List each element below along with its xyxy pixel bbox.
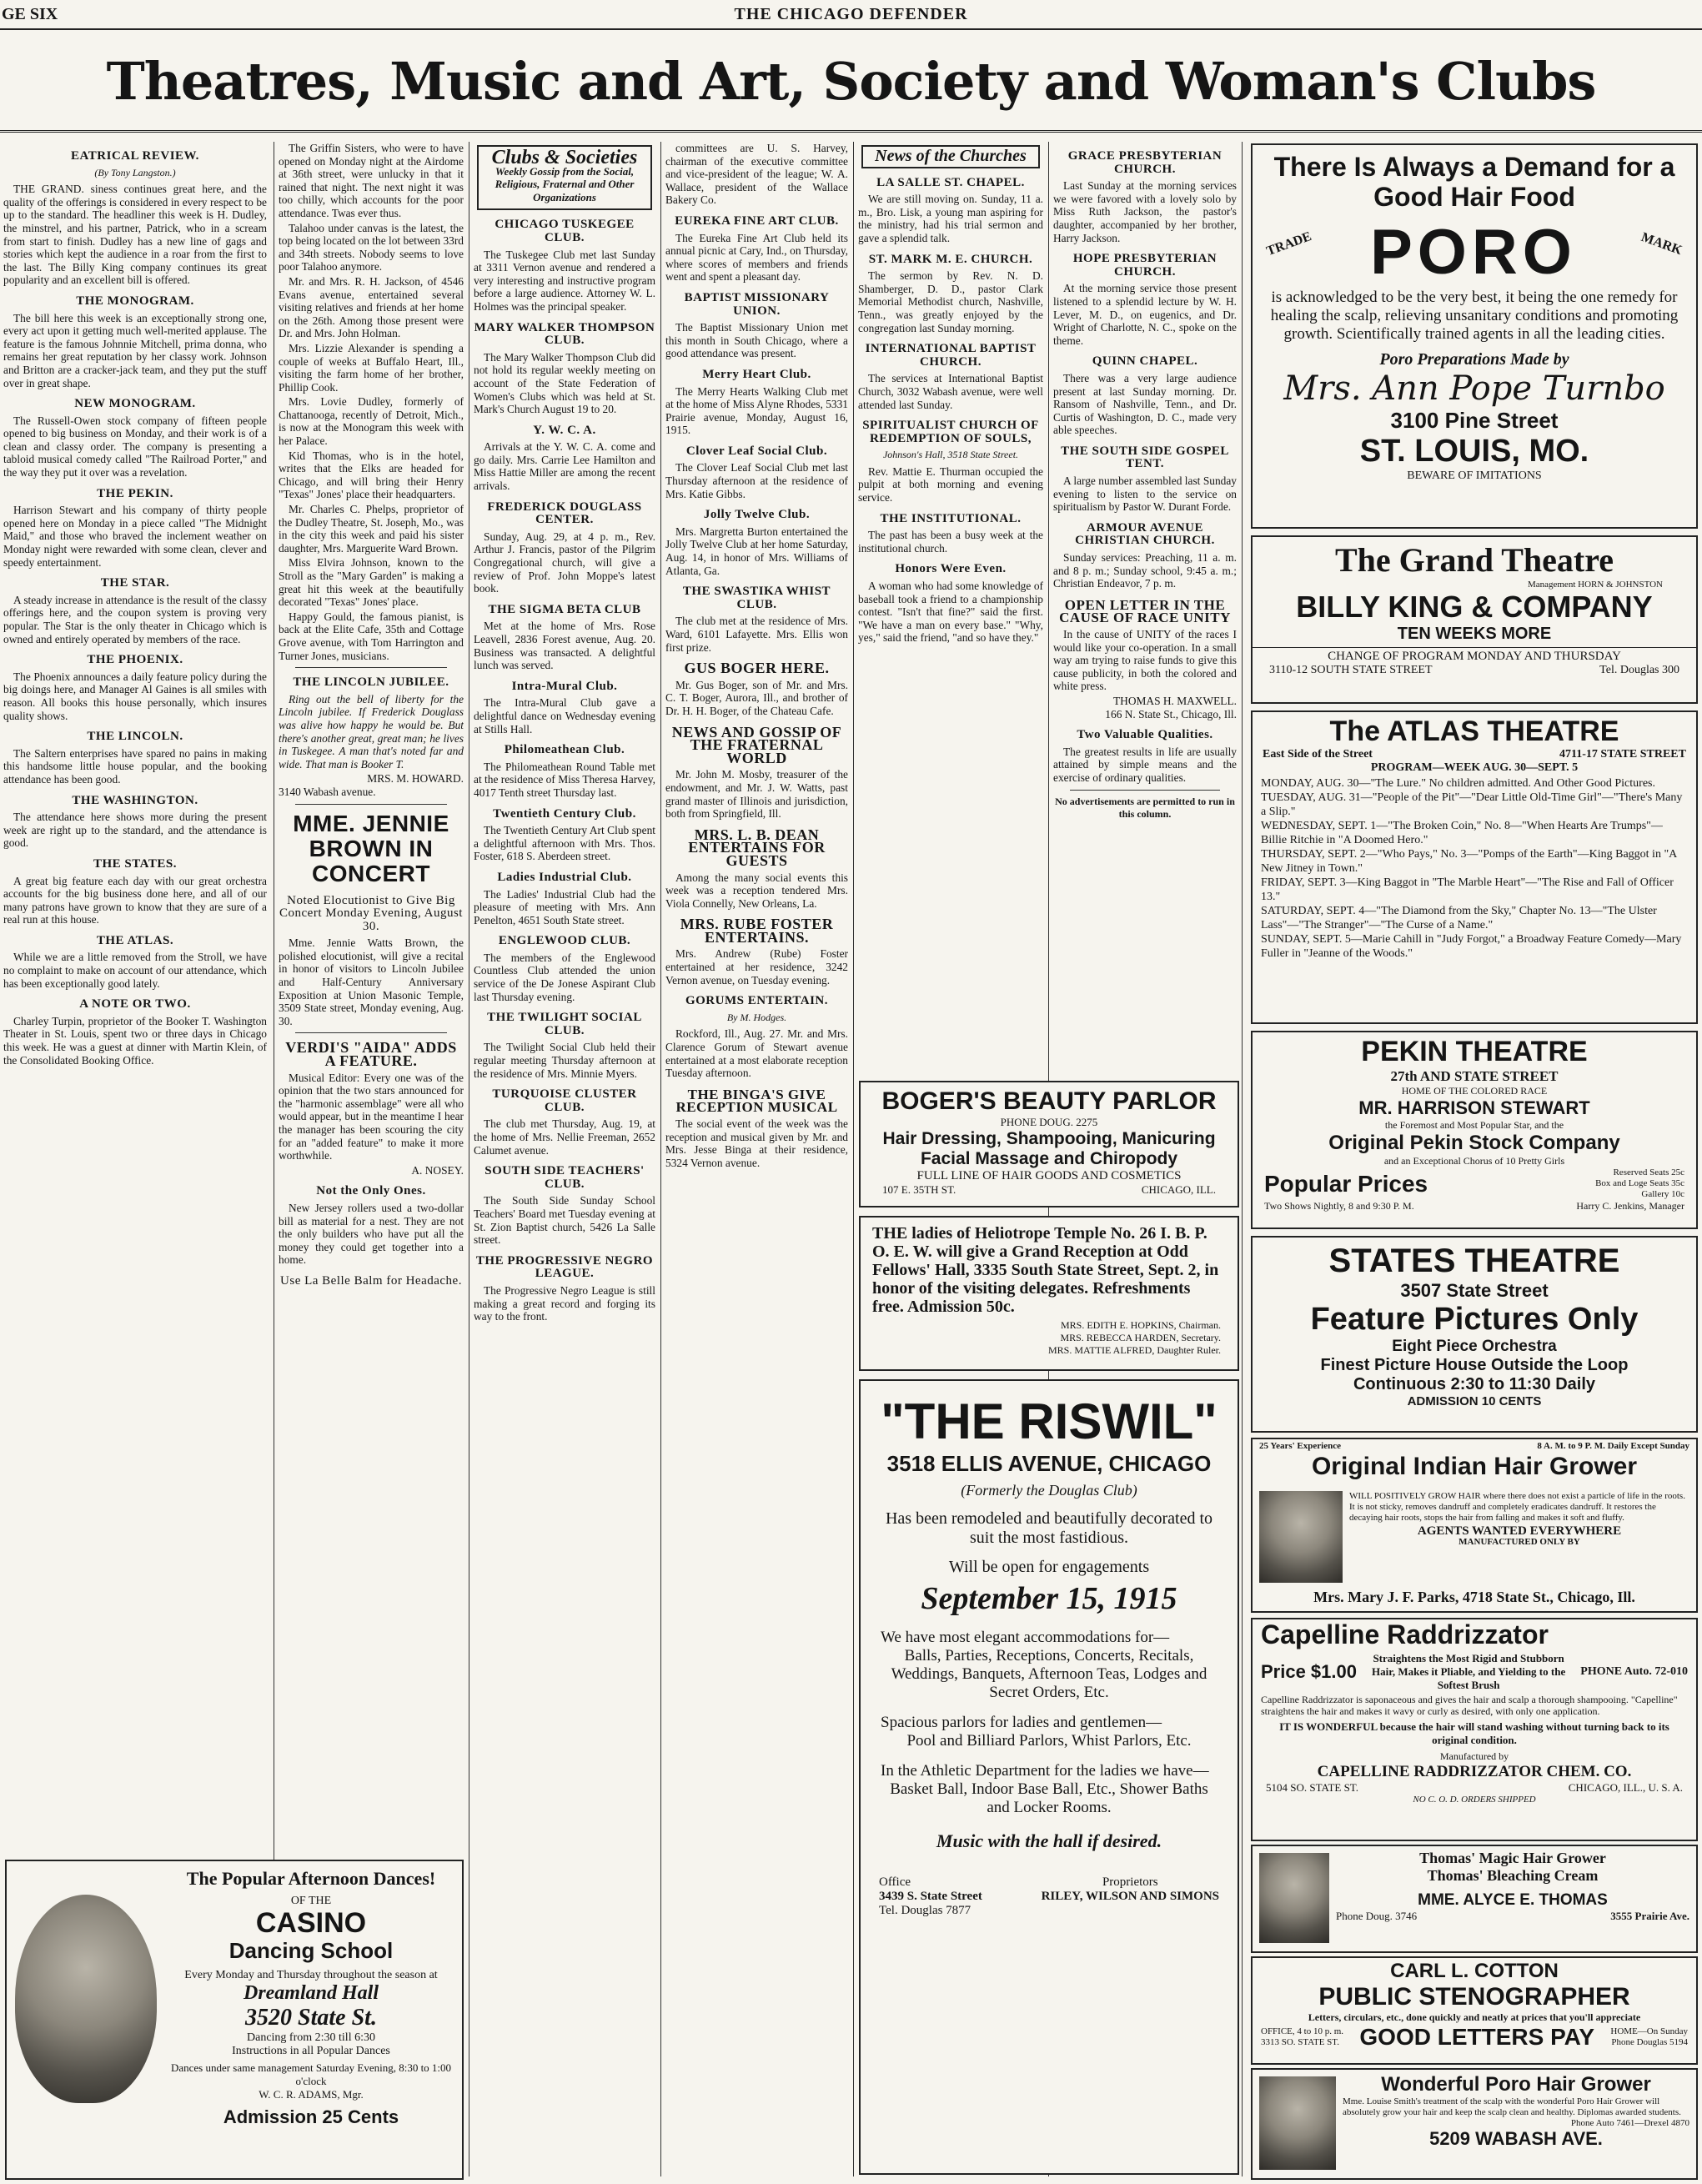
thomas-name: MME. ALYCE E. THOMAS	[1418, 1891, 1608, 1909]
article-paragraph: Mr. Charles C. Phelps, proprietor of the Dudley Theatre, St. Joseph, Mo., was in the city this week and paid his sister daughter, Mrs. Marguerite Ward Brown.	[279, 503, 464, 555]
article-headline: THE BINGA'S GIVE RECEPTION MUSICAL	[675, 1086, 838, 1116]
boger-beauty-parlor-ad	[859, 1081, 1239, 1207]
column-clubs-societies	[474, 142, 655, 2176]
riswil-athletic: In the Athletic Department for the ladies we have—	[881, 1762, 1209, 1780]
riswil-lockers: and Locker Rooms.	[987, 1799, 1112, 1816]
thomas-magic-ad	[1251, 1845, 1698, 1953]
subhead: Ladies Industrial Club.	[497, 870, 632, 884]
casino-hall: Dreamland Hall	[243, 1982, 379, 2004]
states-admission: ADMISSION 10 CENTS	[1407, 1394, 1542, 1408]
reception-secretary: MRS. REBECCA HARDEN, Secretary.	[1060, 1332, 1221, 1343]
article-paragraph: A large number assembled last Sunday evening to listen to the service on spiritualism by Pastor W. Durant Forde.	[1053, 474, 1237, 514]
byline: By M. Hodges.	[726, 1011, 787, 1023]
section-banner: Theatres, Music and Art, Society and Woman's Clubs	[0, 33, 1702, 133]
states-address: 3507 State Street	[1400, 1280, 1549, 1301]
atlas-friday: FRIDAY, SEPT. 3—King Baggot in "The Marble Heart"—"The Rise and Fall of Officer 13."	[1261, 876, 1674, 903]
article-paragraph: The club met at the residence of Mrs. Ward, 6101 Lafayette. Mrs. Ellis won first prize.	[665, 615, 848, 654]
article-paragraph: Happy Gould, the famous pianist, is back at the Elite Cafe, 35th and Cottage Grove avenue, with Tom Harrington and Turner Jones, musicians.	[279, 610, 464, 662]
article-paragraph: While we are a little removed from the Stroll, we have no complaint to make on account of our attendance, which has been exceptionally good lately.	[3, 951, 267, 990]
subhead: MARY WALKER THOMPSON CLUB.	[474, 320, 655, 348]
column-churches-2	[1053, 142, 1237, 1076]
article-paragraph: Met at the home of Mrs. Rose Leavell, 2836 Forest avenue, Aug. 20. Business was transacted. A delightful lunch was served.	[474, 620, 655, 672]
capelline-no-cod: NO C. O. D. ORDERS SHIPPED	[1413, 1795, 1536, 1805]
folio-bar	[0, 0, 1702, 30]
article-paragraph: Sunday, Aug. 29, at 4 p. m., Rev. Arthur J. Francis, pastor of the Pilgrim Congregational church, will give a review of Prof. John Moppe's latest book.	[474, 530, 655, 595]
article-paragraph: Rev. Mattie E. Thurman occupied the pulpit at both morning and evening service.	[858, 464, 1043, 505]
subhead: THE MONOGRAM.	[76, 294, 194, 308]
article-signature: A. NOSEY.	[411, 1163, 464, 1177]
article-paragraph: The Russell-Owen stock company of fifteen people opened to big business on Monday, and their work is of a clean and classy order. The company is presenting a tabloid musical comedy called "The Railroad Porter," and the way they put it over was a revelation.	[3, 414, 267, 479]
article-paragraph: There was a very large audience present at last Sunday morning. Dr. Ransom of Nashville, Tenn., and Dr. Curtis of Washington, D. C., made very able speeches.	[1053, 371, 1237, 437]
states-orchestra: Eight Piece Orchestra	[1392, 1338, 1557, 1355]
cotton-address: 3313 SO. STATE ST.	[1261, 2037, 1339, 2047]
article-deck: Noted Elocutionist to Give Big Concert Monday Evening, August 30.	[279, 893, 463, 933]
poro-hair-food-ad	[1251, 143, 1698, 529]
thomas-bleaching: Thomas' Bleaching Cream	[1427, 1867, 1599, 1884]
subhead: THE SOUTH SIDE GOSPEL TENT.	[1061, 444, 1229, 471]
riswil-accommodations: We have most elegant accommodations for—	[881, 1629, 1170, 1646]
article-headline: NEWS AND GOSSIP OF THE FRATERNAL WORLD	[671, 723, 842, 766]
article-paragraph: The Twentieth Century Art Club spent a delightful afternoon with Mrs. Thos. Foster, 618 S. Aberdeen street.	[474, 824, 655, 863]
subhead: THE SIGMA BETA CLUB	[488, 602, 641, 616]
subhead: ST. MARK M. E. CHURCH.	[868, 252, 1033, 266]
thomas-phone: Phone Doug. 3746	[1336, 1910, 1418, 1922]
article-paragraph: Mrs. Andrew (Rube) Foster entertained at her residence, 3242 Vernon avenue, on Tuesday evening.	[665, 947, 848, 987]
subhead: FREDERICK DOUGLASS CENTER.	[487, 500, 642, 527]
trademark-right: MARK	[1639, 229, 1684, 259]
subhead: Philomeathean Club.	[504, 743, 625, 757]
riswil-office-label: Office	[879, 1875, 911, 1889]
casino-admission: Admission 25 Cents	[223, 2106, 399, 2127]
indian-hair-grower-ad	[1251, 1438, 1698, 1613]
casino-school: Dancing School	[228, 1938, 394, 1963]
church-location: Johnson's Hall, 3518 State Street.	[882, 449, 1019, 461]
article-paragraph: At the morning service those present listened to a splendid lecture by W. H. Lever, M. D., on eugenics, and Dr. Wright of Charlotte, N. C., spoke on the theme.	[1053, 282, 1237, 347]
subhead: QUINN CHAPEL.	[1092, 354, 1198, 369]
pekin-reserved: Reserved Seats 25c	[1613, 1167, 1684, 1177]
wonderful-description: Mme. Louise Smith's treatment of the scalp with the wonderful Poro Hair Grower will absolutely grow your hair and keep the scalp clean and healthy. Diplomas awarded students.	[1343, 2096, 1681, 2117]
thomas-title: Thomas' Magic Hair Grower	[1419, 1850, 1606, 1866]
divider	[1070, 790, 1220, 791]
article-paragraph: The Clover Leaf Social Club met last Thursday afternoon at the residence of Mrs. Katie Gibbs.	[665, 461, 848, 500]
riswil-proprietors-label: Proprietors	[1102, 1875, 1158, 1889]
subhead: Jolly Twelve Club.	[703, 508, 811, 522]
casino-address: 3520 State St.	[245, 2005, 377, 2031]
filler-line: Use La Belle Balm for Headache.	[280, 1273, 462, 1288]
subhead: Twentieth Century Club.	[493, 806, 636, 821]
atlas-sunday: SUNDAY, SEPT. 5—Marie Cahill in "Judy Forgot," a Broadway Feature Comedy—Mary Fuller in "Jeanne of the Woods."	[1261, 933, 1682, 960]
newspaper-name: THE CHICAGO DEFENDER	[734, 5, 968, 23]
article-paragraph: A great big feature each day with our great orchestra accounts for the big business done here, and all of our many patrons have grown to know that they are sure of a real run at this house.	[3, 874, 267, 926]
trademark-left: TRADE	[1264, 228, 1314, 259]
poro-made-by: Poro Preparations Made by	[1379, 350, 1569, 369]
divider	[295, 804, 447, 805]
capelline-title: Capelline Raddrizzator	[1261, 1619, 1549, 1649]
pekin-shows: Two Shows Nightly, 8 and 9:30 P. M.	[1264, 1200, 1414, 1212]
indian-experience: 25 Years' Experience	[1259, 1441, 1341, 1451]
subhead: GRACE PRESBYTERIAN CHURCH.	[1067, 149, 1223, 176]
divider	[295, 667, 447, 668]
riswil-line-3: Secret Orders, Etc.	[989, 1684, 1109, 1701]
article-paragraph: The members of the Englewood Countless Club attended the union service of the De Jonese Aspirant Club last Thursday evening.	[474, 951, 655, 1003]
letter-signature: THOMAS H. MAXWELL.	[1112, 694, 1237, 707]
pekin-address: 27th AND STATE STREET	[1390, 1068, 1559, 1084]
riswil-ad	[859, 1379, 1239, 2175]
churches-header: News of the Churches	[861, 145, 1040, 168]
subhead: INTERNATIONAL BAPTIST CHURCH.	[865, 342, 1037, 369]
riswil-proprietors: RILEY, WILSON AND SIMONS	[1041, 1890, 1219, 1903]
capelline-description: Capelline Raddrizzator is saponaceous and gives the hair and scalp a thorough shampooing. "Capelline" straightens the hair and makes it wavy or curly as desired, with only one application.	[1261, 1694, 1678, 1717]
indian-mfg: MANUFACTURED ONLY BY	[1458, 1537, 1580, 1547]
subhead: THE ATLAS.	[96, 933, 174, 947]
grand-management: Management HORN & JOHNSTON	[1527, 580, 1663, 590]
clubs-subtitle: Weekly Gossip from the Social, Religious, Fraternal and Other Organizations	[495, 164, 635, 203]
riswil-music: Music with the hall if desired.	[936, 1830, 1162, 1851]
subhead: CHICAGO TUSKEGEE CLUB.	[495, 218, 635, 244]
article-paragraph: Mme. Jennie Watts Brown, the polished elocutionist, will give a recital in honor of visitors to Lincoln Jubilee and Half-Century Anniversary Exposition at Union Masonic Temple, 3509 State street, Monday evening, Aug. 30.	[279, 936, 464, 1027]
indian-agents: AGENTS WANTED EVERYWHERE	[1417, 1524, 1622, 1538]
article-paragraph: The Phoenix announces a daily feature policy during the big doings here, and Manager Al Gaines is all smiles with reason. All books this house personally, which insures quality shows.	[3, 670, 267, 722]
reception-ruler: MRS. MATTIE ALFRED, Daughter Ruler.	[1048, 1344, 1221, 1356]
article-paragraph: Mrs. Margretta Burton entertained the Jolly Twelve Club at her home Saturday, Aug. 14, in honor of Mrs. Williams of Atlanta, Ga.	[665, 525, 848, 577]
grand-theatre-ad	[1251, 535, 1698, 704]
subhead: ENGLEWOOD CLUB.	[498, 934, 631, 948]
cotton-subtitle: Letters, circulars, etc., done quickly and neatly at prices that you'll appreciate	[1308, 2011, 1641, 2023]
article-headline: OPEN LETTER IN THE CAUSE OF RACE UNITY	[1059, 596, 1231, 626]
article-paragraph: The services at International Baptist Church, 3032 Wabash avenue, were well attended last Sunday.	[858, 372, 1043, 411]
atlas-tuesday: TUESDAY, AUG. 31—"People of the Pit"—"Dear Little Old-Time Girl"—"There's Many a Slip."	[1261, 791, 1683, 818]
boger-services-1: Hair Dressing, Shampooing, Manicuring	[882, 1129, 1216, 1148]
article-paragraph: Arrivals at the Y. W. C. A. come and go daily. Mrs. Carrie Lee Hamilton and Miss Hattie Miller are among the recent arrivals.	[474, 440, 655, 493]
riswil-ball: Basket Ball, Indoor Base Ball, Etc., Shower Baths	[890, 1780, 1208, 1798]
subhead: SOUTH SIDE TEACHERS' CLUB.	[484, 1164, 645, 1191]
riswil-telephone: Tel. Douglas 7877	[879, 1904, 971, 1917]
states-title: STATES THEATRE	[1328, 1243, 1620, 1279]
grand-telephone: Tel. Douglas 300	[1599, 664, 1679, 676]
atlas-title: The ATLAS THEATRE	[1329, 715, 1619, 747]
dancer-portrait	[15, 1895, 157, 2103]
cotton-title: PUBLIC STENOGRAPHER	[1318, 1983, 1630, 2011]
article-paragraph: The South Side Sunday School Teachers' Board met Tuesday evening at St. Zion Baptist church, 5426 La Salle street.	[474, 1194, 655, 1247]
article-paragraph: The Griffin Sisters, who were to have opened on Monday night at the Airdome at 36th street, were unlucky in that it rained that night. The next night it was too chilly, which accounts for the poor attendance. Twas ever thus.	[279, 142, 464, 219]
article-headline: GUS BOGER HERE.	[684, 660, 830, 677]
article-paragraph: The Progressive Negro League is still making a great record and forging its way to the front.	[474, 1283, 655, 1323]
boger-phone: PHONE DOUG. 2275	[1000, 1116, 1098, 1128]
poro-headline: There Is Always a Demand for a Good Hair Food	[1273, 152, 1675, 212]
article-paragraph: The social event of the week was the reception and musical given by Mr. and Mrs. Jesse Binga at their residence, 5324 Vernon avenue.	[665, 1117, 848, 1169]
atlas-program-heading: PROGRAM—WEEK AUG. 30—SEPT. 5	[1370, 761, 1579, 774]
atlas-saturday: SATURDAY, SEPT. 4—"The Diamond from the Sky," Chapter No. 13—"The Ulster Lass"—"The Stranger"—"The Curse of a Name."	[1261, 905, 1657, 931]
article-paragraph: Last Sunday at the morning services we were favored with a lovely solo by Miss Ruth Jackson, the pastor's daughter, accompanied by her brother, Harry Jackson.	[1053, 179, 1237, 244]
article-paragraph: The Baptist Missionary Union met this month in South Chicago, where a good attendance was present.	[665, 321, 848, 360]
column-theatrical-review	[3, 142, 267, 1843]
atlas-location: East Side of the Street	[1263, 748, 1373, 761]
article-paragraph: Rockford, Ill., Aug. 27. Mr. and Mrs. Clarence Gorum of Stewart avenue entertained at a most elaborate reception Tuesday afternoon.	[665, 1027, 848, 1080]
subhead: LA SALLE ST. CHAPEL.	[876, 175, 1025, 189]
article-paragraph: We are still moving on. Sunday, 11 a. m., Bro. Lisk, a young man aspiring for the ministry, had his trial sermon and gave a splendid talk.	[858, 193, 1043, 244]
pekin-foremost: the Foremost and Most Popular Star, and the	[1384, 1119, 1564, 1131]
casino-headline: The Popular Afternoon Dances!	[186, 1868, 436, 1889]
pekin-chorus: and an Exceptional Chorus of 10 Pretty Girls	[1383, 1155, 1565, 1167]
page-label: GE SIX	[2, 5, 58, 23]
capelline-ad	[1251, 1618, 1698, 1841]
states-finest: Finest Picture House Outside the Loop	[1320, 1356, 1629, 1374]
wonderful-poro-ad	[1251, 2068, 1698, 2180]
subhead: BAPTIST MISSIONARY UNION.	[684, 290, 830, 318]
casino-schedule: Every Monday and Thursday throughout the season at	[184, 1969, 438, 1981]
wonderful-title: Wonderful Poro Hair Grower	[1381, 2073, 1651, 2096]
subhead: THE LINCOLN JUBILEE.	[293, 675, 449, 690]
column-churches	[858, 142, 1043, 1076]
capelline-wonderful: IT IS WONDERFUL because the hair will stand washing without turning back to its original condition.	[1279, 1720, 1669, 1746]
heliotrope-temple-ad	[859, 1216, 1239, 1371]
capelline-claim: Straightens the Most Rigid and Stubborn Hair, Makes it Pliable, and Yielding to the Softest Brush	[1372, 1652, 1566, 1691]
article-paragraph: The sermon by Rev. N. D. Shamberger, D. D., pastor Clark Memorial Methodist church, Nashville, Tenn., was greatly enjoyed by the congregation last Sunday morning.	[858, 269, 1043, 334]
thomas-address: 3555 Prairie Ave.	[1610, 1910, 1689, 1922]
wonderful-address: 5209 WABASH AVE.	[1429, 2128, 1603, 2149]
poem: Ring out the bell of liberty for the Lincoln jubilee. If Frederick Douglass was alive how happy he would be. But there's another great, great man; he lives in Tuskegee. A man that's noted far and wide. That man is Booker T.	[279, 692, 464, 771]
pekin-title: PEKIN THEATRE	[1361, 1036, 1588, 1067]
capelline-phone: PHONE Auto. 72-010	[1580, 1665, 1688, 1678]
article-paragraph: Musical Editor: Every one was of the opinion that the two stars announced for the "harmonic assemblage" were all who would appear, but in the meantime I hear the manager has been scouring the city for an "added feature" to make it more worthwhile.	[279, 1071, 464, 1162]
article-paragraph: A steady increase in attendance is the result of the classy offerings here, and the coupon system is proving very popular. The Star is the only theater in Chicago which is owned and entirely operated by members of the race.	[3, 593, 267, 645]
article-paragraph: The past has been a busy week at the institutional church.	[858, 529, 1043, 555]
subhead: Intra-Mural Club.	[511, 679, 618, 693]
pekin-theatre-ad	[1251, 1031, 1698, 1229]
casino-dancing-ad	[5, 1860, 464, 2180]
article-paragraph: Miss Elvira Johnson, known to the Stroll as the "Mary Garden" is making a great hit this week at the beautifully decorated "Texas" Jones' place.	[279, 556, 464, 609]
grand-address: 3110-12 SOUTH STATE STREET	[1269, 664, 1433, 676]
article-paragraph: Mr. Gus Boger, son of Mr. and Mrs. C. T. Boger, Aurora, Ill., and brother of Dr. H. H. Boger, of the Chateau Cafe.	[665, 678, 848, 717]
subhead: THE PROGRESSIVE NEGRO LEAGUE.	[475, 1253, 654, 1281]
subhead: Not the Only Ones.	[316, 1184, 426, 1198]
cotton-slogan: GOOD LETTERS PAY	[1359, 2024, 1595, 2050]
subhead: THE STATES.	[93, 856, 177, 871]
poro-logo: PORO	[1370, 217, 1577, 288]
grand-title: The Grand Theatre	[1334, 541, 1614, 579]
states-theatre-ad	[1251, 1236, 1698, 1433]
indian-portrait	[1259, 1491, 1343, 1583]
article-paragraph: THE GRAND. siness continues great here, and the quality of the offerings is considered in every respect to be up to the standard. The headliner this week is H. Dudley, the minstrel, and his partner, Patrick, who in a scream from start to finish. Dudley has a new line of gags and stories which kept the audience in a roar from the first to the last. The Billy King company continues its great popularity and an excellent bill is offered.	[3, 183, 267, 287]
article-paragraph: The Merry Hearts Walking Club met at the home of Miss Alyne Rhodes, 5331 Prairie avenue, Monday, August 16, 1915.	[665, 384, 848, 437]
atlas-address: 4711-17 STATE STREET	[1559, 748, 1686, 761]
capelline-city: CHICAGO, ILL., U. S. A.	[1568, 1781, 1683, 1794]
reception-announcement: THE ladies of Heliotrope Temple No. 26 I. B. P. O. E. W. will give a Grand Reception at Odd Fellows' Hall, 3335 South State Street, Sept. 2, in honor of the visiting delegates. Refreshments free. Admission 50c.	[872, 1224, 1219, 1316]
pekin-stock-company: Original Pekin Stock Company	[1328, 1132, 1620, 1154]
indian-maker: Mrs. Mary J. F. Parks, 4718 State St., Chicago, Ill.	[1313, 1589, 1635, 1605]
article-paragraph: The attendance here shows more during the present week are right up to the standard, and the attendance is good.	[3, 811, 267, 850]
poem-address: 3140 Wabash avenue.	[279, 785, 376, 798]
subhead: Merry Heart Club.	[702, 367, 811, 381]
capelline-company: CAPELLINE RADDRIZZATOR CHEM. CO.	[1317, 1763, 1632, 1780]
article-paragraph: Kid Thomas, who is in the hotel, writes that the Elks are headed for Chicago, and will bring their Henry "Texas" Jones' place their headquarters.	[279, 449, 464, 501]
column-rule	[660, 142, 661, 2176]
column-rule	[853, 142, 854, 2176]
article-title: EATRICAL REVIEW.	[71, 149, 199, 163]
divider	[295, 1032, 447, 1033]
riswil-date: September 15, 1915	[921, 1581, 1177, 1616]
article-paragraph: Charley Turpin, proprietor of the Booker T. Washington Theater in St. Louis, spent two or three days in Chicago this week. He was a guest at dinner with Martin Klein, of the Consolidated Booking Office.	[3, 1014, 267, 1067]
subhead: Honors Were Even.	[895, 562, 1007, 576]
riswil-office-address: 3439 S. State Street	[879, 1890, 982, 1903]
states-continuous: Continuous 2:30 to 11:30 Daily	[1353, 1375, 1596, 1393]
indian-hours: 8 A. M. to 9 P. M. Daily Except Sunday	[1537, 1441, 1689, 1451]
subhead: Y. W. C. A.	[533, 423, 596, 437]
casino-manager: W. C. R. ADAMS, Mgr.	[259, 2088, 364, 2101]
cotton-name: CARL L. COTTON	[1390, 1960, 1559, 1982]
riswil-formerly: (Formerly the Douglas Club)	[961, 1482, 1137, 1499]
cotton-stenographer-ad	[1251, 1956, 1698, 2065]
subhead: THE SWASTIKA WHIST CLUB.	[682, 585, 831, 611]
poro-address: 3100 Pine Street	[1390, 408, 1559, 433]
atlas-wednesday: WEDNESDAY, SEPT. 1—"The Broken Coin," No. 8—"When Hearts Are Trumps"—Billie Ritchie in "A Doomed Hero."	[1261, 820, 1663, 846]
riswil-title: "THE RISWIL"	[881, 1393, 1218, 1449]
subhead: THE PHOENIX.	[87, 653, 183, 667]
subhead: SPIRITUALIST CHURCH OF REDEMPTION OF SOULS,	[862, 419, 1039, 445]
subhead: THE LINCOLN.	[87, 730, 183, 744]
casino-name: CASINO	[255, 1907, 367, 1939]
article-paragraph: New Jersey rollers used a two-dollar bill as material for a nest. They are not the only builders who have put all the money they could get together into a home.	[279, 1201, 464, 1267]
cotton-office: OFFICE, 4 to 10 p. m.	[1261, 2026, 1344, 2036]
atlas-theatre-ad	[1251, 710, 1698, 1024]
byline: (By Tony Langston.)	[94, 166, 176, 178]
cotton-phone: Phone Douglas 5194	[1611, 2037, 1688, 2047]
riswil-pool: Pool and Billiard Parlors, Whist Parlors, Etc.	[906, 1732, 1192, 1750]
capelline-price: Price $1.00	[1261, 1661, 1357, 1682]
article-paragraph: Mr. John M. Mosby, treasurer of the endowment, and Mr. J. W. Watts, past grand master of Illinois and jurisdiction, both from Springfield, Ill.	[665, 768, 848, 821]
subhead: THE PEKIN.	[97, 486, 173, 500]
thomas-portrait	[1259, 1853, 1329, 1943]
article-paragraph: committees are U. S. Harvey, chairman of the executive committee and vice-president of the league; W. A. Wallace, president of the Wallace Bakery Co.	[665, 142, 848, 207]
column-club-news	[665, 142, 848, 2176]
grand-headliner: BILLY KING & COMPANY	[1296, 590, 1653, 624]
riswil-parlors: Spacious parlors for ladies and gentlemen—	[881, 1714, 1162, 1731]
riswil-address: 3518 ELLIS AVENUE, CHICAGO	[886, 1451, 1212, 1476]
letter-address: 166 N. State St., Chicago, Ill.	[1105, 707, 1237, 720]
pekin-manager: Harry C. Jenkins, Manager	[1576, 1200, 1684, 1212]
article-paragraph: The club met Thursday, Aug. 19, at the home of Mrs. Nellie Freeman, 2652 Calumet avenue.	[474, 1117, 655, 1157]
boger-services-2: Facial Massage and Chiropody	[920, 1149, 1178, 1168]
article-paragraph: The Philomeathean Round Table met at the residence of Miss Theresa Harvey, 4017 Tenth street Thursday last.	[474, 760, 655, 799]
article-paragraph: The greatest results in life are usually attained by simple means and the exercise of ordinary qualities.	[1053, 745, 1237, 784]
poro-city: ST. LOUIS, MO.	[1359, 434, 1589, 469]
article-paragraph: The Eureka Fine Art Club held its annual picnic at Cary, Ind., on Thursday, where scores of members and friends went and spent a pleasant day.	[665, 231, 848, 284]
boger-title: BOGER'S BEAUTY PARLOR	[881, 1087, 1217, 1115]
wonderful-phone: Phone Auto 7461—Drexel 4870	[1570, 2118, 1689, 2128]
subhead: ARMOUR AVENUE CHRISTIAN CHURCH.	[1075, 520, 1215, 548]
article-paragraph: The Twilight Social Club held their regular meeting Thursday afternoon at the residence of Mrs. Minnie Myers.	[474, 1041, 655, 1080]
pekin-prices: Popular Prices	[1264, 1170, 1428, 1197]
poro-description: is acknowledged to be the very best, it being the one remedy for healing the scalp, relieving unsanitary conditions and promoting growth. Scientifically trained agents in all the leading cities.	[1270, 289, 1679, 343]
riswil-line-2: Weddings, Banquets, Afternoon Teas, Lodges and	[891, 1665, 1207, 1683]
casino-instruction: Instructions in all Popular Dances	[232, 2045, 390, 2057]
pekin-gallery: Gallery 10c	[1641, 1189, 1684, 1199]
subhead: THE STAR.	[100, 576, 170, 590]
riswil-line-1: Balls, Parties, Receptions, Concerts, Recitals,	[904, 1647, 1194, 1664]
subhead: Clover Leaf Social Club.	[685, 444, 828, 458]
boger-address: 107 E. 35TH ST.	[882, 1183, 956, 1196]
article-headline: MME. JENNIE BROWN IN CONCERT	[293, 810, 449, 886]
clubs-header-box	[477, 145, 652, 210]
pekin-tagline: HOME OF THE COLORED RACE	[1401, 1085, 1548, 1097]
article-paragraph: The bill here this week is an exceptionally strong one, every act upon it getting much well-merited applause. The feature is the famous Johnnie Mitchell, prima donna, who remains her great reputation by her classy work. Johnson and Britton are a cracker-jack team, and they put the stuff over in great shape.	[3, 311, 267, 389]
article-headline: MRS. RUBE FOSTER ENTERTAINS.	[680, 916, 834, 946]
subhead: GORUMS ENTERTAIN.	[685, 994, 829, 1008]
subhead: Two Valuable Qualities.	[1077, 728, 1213, 742]
cotton-home: HOME—On Sunday	[1610, 2026, 1688, 2036]
atlas-monday: MONDAY, AUG. 30—"The Lure." No children admitted. And Other Good Pictures.	[1261, 777, 1655, 790]
article-paragraph: The Ladies' Industrial Club had the pleasure of meeting with Mrs. Ann Penelton, 4651 South State street.	[474, 887, 655, 926]
casino-hours: Dancing from 2:30 till 6:30	[247, 2031, 375, 2044]
poem-signature: MRS. M. HOWARD.	[367, 772, 464, 786]
article-paragraph: Harrison Stewart and his company of thirty people opened here on Monday in a piece called "The Midnight Maid," and those who braved the inclement weather on Monday night were rewarded with some clean, clever and speedy entertainment.	[3, 504, 267, 569]
indian-title: Original Indian Hair Grower	[1311, 1453, 1638, 1480]
article-paragraph: Mrs. Lovie Dudley, formerly of Chattanooga, recently of Detroit, Mich., is now at the Monogram this week with her Palace.	[279, 395, 464, 448]
article-headline: MRS. L. B. DEAN ENTERTAINS FOR GUESTS	[688, 826, 826, 869]
boger-city: CHICAGO, ILL.	[1141, 1183, 1216, 1196]
poro-beware: BEWARE OF IMITATIONS	[1407, 469, 1542, 482]
riswil-open: Will be open for engagements	[948, 1558, 1150, 1576]
atlas-thursday: THURSDAY, SEPT. 2—"Who Pays," No. 3—"Pomps of the Earth"—King Baggot in "A New Jitney in Town."	[1261, 848, 1677, 875]
subhead: A NOTE OR TWO.	[79, 997, 191, 1012]
indian-description: WILL POSITIVELY GROW HAIR where there does not exist a particle of life in the roots. It is not sticky, removes dandruff and completely eradicates dandruff. It restores the decaying hair roots, stops the hair from falling and makes it soft and fluffy.	[1349, 1491, 1685, 1523]
article-paragraph: A woman who had some knowledge of baseball took a friend to a championship contest. "Isn't that fine?" said the first. "We have a man on every base." "Why, yes," said the friend, "and so have they."	[858, 580, 1043, 645]
grand-run: TEN WEEKS MORE	[1397, 625, 1552, 643]
article-paragraph: The Mary Walker Thompson Club did not hold its regular weekly meeting on account of the State Federation of Women's Clubs which was held at St. Mark's Church August 19 to 20.	[474, 350, 655, 416]
article-paragraph: Sunday services: Preaching, 11 a. m. and 8 p. m.; Sunday school, 9:45 a. m.; Christian Endeavor, 7 p. m.	[1053, 551, 1237, 590]
pekin-star: MR. HARRISON STEWART	[1358, 1097, 1590, 1118]
reception-chairman: MRS. EDITH E. HOPKINS, Chairman.	[1061, 1319, 1221, 1331]
turnbo-signature: Mrs. Ann Pope Turnbo	[1283, 369, 1665, 408]
capelline-address: 5104 SO. STATE ST.	[1266, 1781, 1359, 1794]
grand-program-change: CHANGE OF PROGRAM MONDAY AND THURSDAY	[1253, 647, 1696, 664]
boger-goods: FULL LINE OF HAIR GOODS AND COSMETICS	[916, 1169, 1182, 1182]
article-paragraph: Talahoo under canvas is the latest, the top being located on the lot between 33rd and 34th streets. Nobody seems to love poor Talahoo anymore.	[279, 221, 464, 274]
clubs-title: Clubs & Societies	[491, 147, 638, 168]
capelline-mfd: Manufactured by	[1439, 1750, 1509, 1762]
subhead: EUREKA FINE ART CLUB.	[675, 213, 839, 228]
article-paragraph: The Tuskegee Club met last Sunday at 3311 Vernon avenue and rendered a very interesting and instructive program before a large audience. Attorney W. L. Holmes was the principal speaker.	[474, 248, 655, 313]
article-paragraph: Mrs. Lizzie Alexander is spending a couple of weeks at Buffalo Heart, Ill., visiting the farm home of her brother, Phillip Cook.	[279, 341, 464, 394]
subhead: TURQUOISE CLUSTER CLUB.	[492, 1087, 637, 1114]
subhead: THE WASHINGTON.	[72, 793, 198, 807]
states-feature: Feature Pictures Only	[1310, 1302, 1639, 1337]
smith-portrait	[1259, 2076, 1336, 2170]
casino-of: OF THE	[290, 1895, 332, 1907]
article-paragraph: The Intra-Mural Club gave a delightful dance on Wednesday evening at Stills Hall.	[474, 696, 655, 736]
subhead: THE INSTITUTIONAL.	[880, 511, 1022, 525]
casino-management: Dances under same management Saturday Evening, 8:30 to 1:00 o'clock	[170, 2061, 452, 2087]
subhead: NEW MONOGRAM.	[74, 397, 196, 411]
column-stage-notes	[279, 142, 464, 1851]
column-rule	[1242, 142, 1243, 2176]
column-notice: No advertisements are permitted to run in this column.	[1055, 795, 1235, 821]
article-paragraph: The Saltern enterprises have spared no pains in making this handsome little house popular, and the booking attendance has been good.	[3, 746, 267, 786]
article-paragraph: In the cause of UNITY of the races I would like your co-operation. In a small way am trying to raise funds to give this cause publicity, in both the colored and white press.	[1053, 628, 1237, 693]
subhead: HOPE PRESBYTERIAN CHURCH.	[1072, 252, 1218, 279]
subhead: THE TWILIGHT SOCIAL CLUB.	[487, 1011, 642, 1037]
article-headline: VERDI'S "AIDA" ADDS A FEATURE.	[285, 1039, 457, 1070]
pekin-box: Box and Loge Seats 35c	[1595, 1178, 1684, 1188]
article-paragraph: Mr. and Mrs. R. H. Jackson, of 4546 Evans avenue, entertained several visiting relatives and friends at her home on the 26th. Among those present were Dr. and Mrs. John Holman.	[279, 274, 464, 340]
riswil-remodeled: Has been remodeled and beautifully decorated to suit the most fastidious.	[885, 1509, 1213, 1547]
article-paragraph: Among the many social events this week was a reception tendered Mrs. Viola Connelly, New Orleans, La.	[665, 871, 848, 910]
